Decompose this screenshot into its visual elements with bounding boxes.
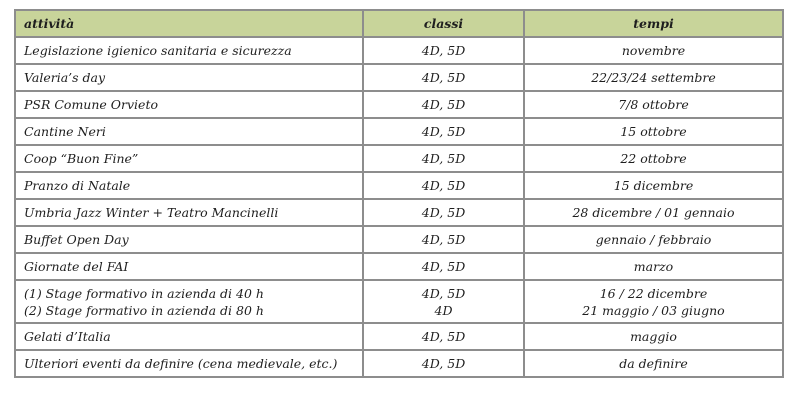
table-row — [15, 226, 783, 253]
table-row — [15, 118, 783, 145]
cell-attivita: Pranzo di Natale — [15, 172, 363, 199]
cell-attivita: Giornate del FAI — [15, 253, 363, 280]
stage-line-1: (1) Stage formativo in azienda di 40 h — [24, 285, 264, 301]
cell-attivita: Coop “Buon Fine” — [15, 145, 363, 172]
table-row — [15, 350, 783, 377]
cell-attivita: Legislazione igienico sanitaria e sicurezza — [15, 37, 363, 64]
cell-classi: 4D, 5D — [363, 199, 524, 226]
cell-classi: 4D, 5D — [363, 350, 524, 377]
cell-tempi: 28 dicembre / 01 gennaio — [524, 199, 783, 226]
cell-tempi: 15 dicembre — [524, 172, 783, 199]
cell-tempi: 7/8 ottobre — [524, 91, 783, 118]
table-row — [15, 323, 783, 350]
cell-classi: 4D, 5D — [363, 145, 524, 172]
cell-attivita: Buffet Open Day — [15, 226, 363, 253]
cell-tempi: da definire — [524, 350, 783, 377]
cell-classi: 4D, 5D — [363, 37, 524, 64]
table-row — [15, 199, 783, 226]
cell-attivita: Ulteriori eventi da definire (cena medievale, etc.) — [15, 350, 363, 377]
cell-attivita: PSR Comune Orvieto — [15, 91, 363, 118]
cell-classi: 4D, 5D — [363, 64, 524, 91]
cell-classi: 4D, 5D — [363, 226, 524, 253]
stage-line-2: (2) Stage formativo in azienda di 80 h — [24, 302, 264, 318]
activities-table — [14, 9, 784, 378]
table-row — [15, 253, 783, 280]
cell-classi: 4D, 5D — [363, 91, 524, 118]
table-header-row — [15, 10, 783, 37]
cell-classi: 4D, 5D — [363, 253, 524, 280]
cell-tempi: marzo — [524, 253, 783, 280]
stage-tempi-2: 21 maggio / 03 giugno — [582, 302, 725, 318]
cell-tempi: novembre — [524, 37, 783, 64]
table-row — [15, 145, 783, 172]
cell-classi: 4D, 5D — [363, 323, 524, 350]
cell-attivita: Gelati d’Italia — [15, 323, 363, 350]
header-classi: classi — [363, 10, 524, 37]
cell-classi: 4D, 5D — [363, 172, 524, 199]
header-tempi: tempi — [524, 10, 783, 37]
cell-classi — [363, 280, 524, 323]
cell-tempi: 22/23/24 settembre — [524, 64, 783, 91]
table-row — [15, 64, 783, 91]
table-row — [15, 91, 783, 118]
stage-classi-2: 4D — [434, 302, 453, 318]
cell-tempi: 15 ottobre — [524, 118, 783, 145]
cell-tempi — [524, 280, 783, 323]
cell-tempi: 22 ottobre — [524, 145, 783, 172]
cell-classi: 4D, 5D — [363, 118, 524, 145]
table-row — [15, 280, 783, 323]
stage-classi-1: 4D, 5D — [421, 285, 466, 301]
header-attivita: attività — [15, 10, 363, 37]
cell-attivita: Umbria Jazz Winter + Teatro Mancinelli — [15, 199, 363, 226]
cell-attivita: Cantine Neri — [15, 118, 363, 145]
table-row — [15, 37, 783, 64]
cell-attivita: Valeria’s day — [15, 64, 363, 91]
table-row — [15, 172, 783, 199]
cell-tempi: maggio — [524, 323, 783, 350]
cell-attivita — [15, 280, 363, 323]
cell-tempi: gennaio / febbraio — [524, 226, 783, 253]
stage-tempi-1: 16 / 22 dicembre — [599, 285, 708, 301]
